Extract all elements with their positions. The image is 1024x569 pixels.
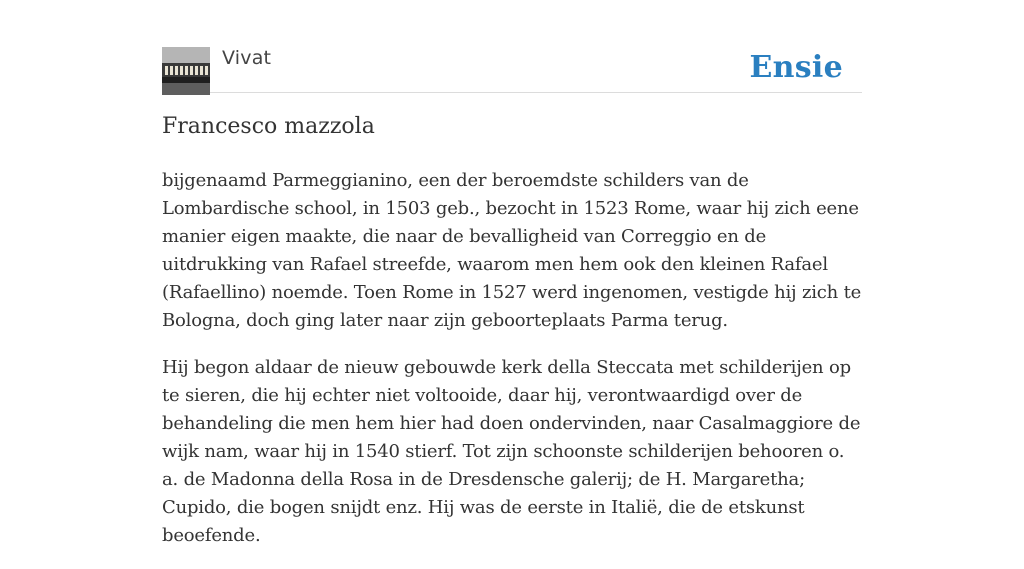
author-avatar[interactable]: [162, 47, 210, 95]
article-title: Francesco mazzola: [162, 114, 375, 139]
article-paragraph: bijgenaamd Parmeggianino, een der beroemdste schilders van de Lombardische school, in 1503 geb., bezocht in 1523 Rome, waar hij zich eene manier eigen maakte, die naar de bevalligheid van Correggio en de uitdrukking van Rafael streefde, waarom men hem ook den kleinen Rafael (Rafaellino) noemde. Toen Rome in 1527 werd ingenomen, vestigde hij zich te Bologna, doch ging later naar zijn geboorteplaats Parma terug.: [162, 170, 862, 331]
article-body: [162, 167, 862, 569]
typewriter-keys-icon: [162, 47, 210, 95]
author-name[interactable]: Vivat: [222, 47, 272, 69]
article-paragraph: Hij begon aldaar de nieuw gebouwde kerk della Steccata met schilderijen op te sieren, die hij echter niet voltooide, daar hij, verontwaardigd over de behandeling die men hem hier had doen ondervinden, naar Casalmaggiore de wijk nam, waar hij in 1540 stierf. Tot zijn schoonste schilderijen behooren o. a. de Madonna della Rosa in de Dresdensche galerij; de H. Margaretha; Cupido, die bogen snijdt enz. Hij was de eerste in Italië, die de etskunst beoefende.: [162, 357, 861, 546]
site-header: [162, 46, 862, 93]
brand-logo[interactable]: Ensie: [749, 50, 843, 85]
